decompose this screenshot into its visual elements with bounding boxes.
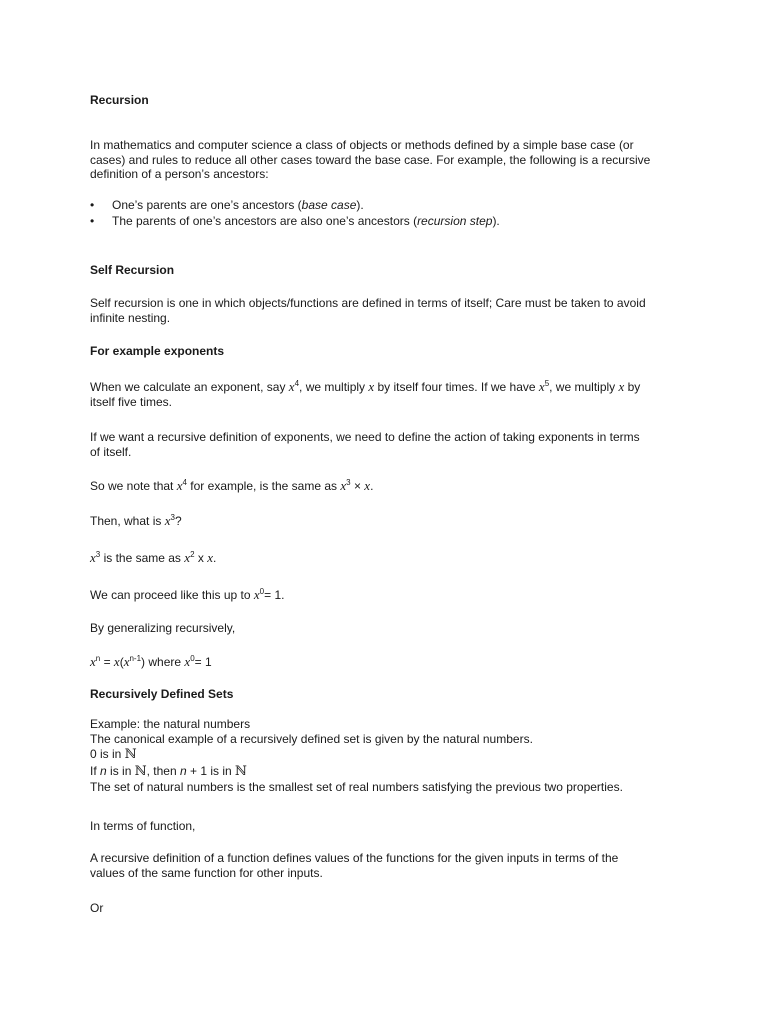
- bullet-item-base-case: One’s parents are one’s ancestors (base case).: [112, 198, 364, 212]
- sets-line-1: Example: the natural numbers: [90, 717, 251, 731]
- note-line: So we note that $x^4$ for example, is the same as $x^3 \times x$.: [90, 478, 374, 493]
- definition-paragraph: [90, 851, 680, 880]
- heading-recursion: Recursion: [90, 93, 149, 107]
- exponent-paragraph-2: [90, 430, 680, 459]
- heading-self-recursion: Self Recursion: [90, 263, 175, 277]
- exp1-line-2: itself five times.: [90, 394, 173, 409]
- self-line-1: Self recursion is one in which objects/functions are defined in terms of itself; Care must be taken to avoid: [90, 296, 646, 310]
- exp1-line-1: When we calculate an exponent, say $x^4$, we multiply x by itself four times. If we have $x^5$, we multiply x by: [90, 379, 641, 394]
- intro-paragraph: [90, 138, 680, 182]
- same-line: $x^3$ is the same as $x^2$ x x.: [90, 550, 217, 565]
- sets-paragraph: [90, 717, 680, 795]
- sets-line-5: The set of natural numbers is the smallest set of real numbers satisfying the previous two properties.: [90, 780, 623, 795]
- intro-line-2: cases) and rules to reduce all other cases toward the base case. For example, the following is a recursive: [90, 152, 651, 167]
- terms-line: In terms of function,: [90, 819, 196, 833]
- intro-line-3: definition of a person’s ancestors:: [90, 167, 269, 182]
- bullet-item-recursion-step: The parents of one’s ancestors are also one’s ancestors (recursion step).: [112, 214, 500, 228]
- sets-line-2: The canonical example of a recursively defined set is given by the natural numbers.: [90, 731, 533, 746]
- or-line: Or: [90, 901, 104, 915]
- heading-example-exponents: For example exponents: [90, 344, 225, 358]
- exp2-line-2: of itself.: [90, 444, 132, 459]
- self-recursion-paragraph: [90, 296, 680, 325]
- sets-line-4: If n is in ℕ, then n + 1 is in ℕ: [90, 764, 247, 780]
- bullet-icon: •: [90, 198, 95, 212]
- generalize-line: By generalizing recursively,: [90, 621, 236, 635]
- heading-recursively-defined-sets: Recursively Defined Sets: [90, 687, 234, 701]
- exponent-paragraph-1: [90, 380, 680, 409]
- sets-line-3: 0 is in ℕ: [90, 747, 137, 763]
- def-line-2: values of the same function for other inputs.: [90, 865, 323, 880]
- exp2-line-1: If we want a recursive definition of exponents, we need to define the action of taking exponents in terms: [90, 430, 640, 444]
- intro-line-1: In mathematics and computer science a class of objects or methods defined by a simple base case (or: [90, 138, 634, 152]
- bullet-icon: •: [90, 214, 95, 228]
- def-line-1: A recursive definition of a function defines values of the functions for the given inputs in terms of the: [90, 851, 619, 865]
- proceed-line: We can proceed like this up to $x^0= 1$.: [90, 587, 285, 602]
- recursive-formula: $x^n = x(x^{n-1})$ where $x^0= 1$: [90, 654, 212, 669]
- self-line-2: infinite nesting.: [90, 310, 171, 325]
- then-line: Then, what is $x^3$?: [90, 513, 182, 528]
